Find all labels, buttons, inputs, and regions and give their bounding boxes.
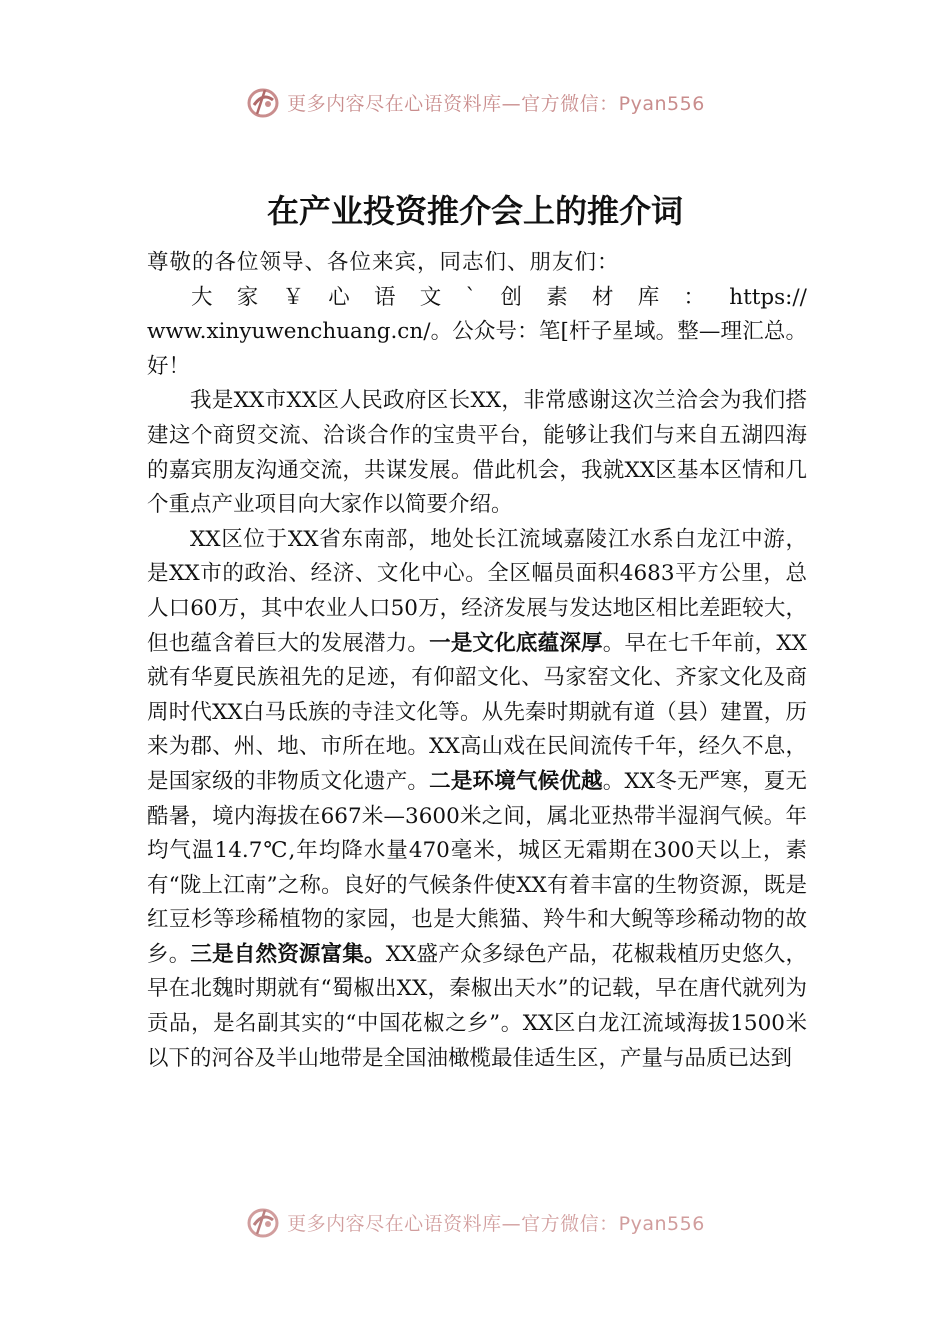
- notice-char: 素: [546, 284, 568, 310]
- footer-banner: [0, 1200, 950, 1244]
- notice-char: 心: [328, 284, 350, 310]
- notice-char: 创: [500, 284, 522, 310]
- document-title: 在产业投资推介会上的推介词: [266, 192, 683, 230]
- notice-url-start: https://: [729, 284, 807, 310]
- notice-char: ￥: [282, 284, 305, 310]
- header-banner: [0, 80, 950, 124]
- footer-banner-text: 更多内容尽在心语资料库—官方微信：Pyan556: [287, 1212, 705, 1235]
- point-resources-text: XX盛产众多绿色产品，花椒栽植历史悠久，早在北魏时期就有“蜀椒出XX，秦椒出天水”的记载，早在唐代就列为贡品，是名副其实的“中国花椒之乡”。XX区白龙江流域海拔1500米以下的河谷及半山地带是全国油橄榄最佳适生区，产量与品质已达到: [147, 941, 807, 1071]
- greeting-line: 尊敬的各位领导、各位来宾，同志们、朋友们：: [147, 250, 620, 275]
- notice-char: 材: [591, 284, 614, 310]
- point-climate-heading: 二是环境气候优越: [429, 768, 603, 794]
- notice-char: 家: [236, 284, 259, 310]
- paragraph-introduction: 我是XX市XX区人民政府区长XX，非常感谢这次兰洽会为我们搭建这个商贸交流、洽谈合作的宝贵平台，能够让我们与来自五湖四海的嘉宾朋友沟通交流，共谋发展。借此机会，我就XX区基本区情和几个重点产业项目向大家作以简要介绍。: [147, 388, 807, 518]
- header-banner-text: 更多内容尽在心语资料库—官方微信：Pyan556: [287, 92, 705, 115]
- point-culture-text: 。早在七千年前，XX就有华夏民族祖先的足迹，有仰韶文化、马家窑文化、齐家文化及商周时代XX白马氐族的寺洼文化等。从先秦时期就有道（县）建置，历来为郡、州、地、市所在地。XX高山戏在民间流传千年，经久不息，是国家级的非物质文化遗产。: [147, 630, 807, 794]
- paragraph-district-overview: [147, 523, 807, 1077]
- notice-first-line: [147, 281, 807, 316]
- point-resources-heading: 三是自然资源富集。: [190, 941, 386, 967]
- document-body: [147, 246, 807, 1216]
- notice-char: ：: [683, 284, 705, 310]
- point-climate-text: 。XX冬无严寒，夏无酷暑，境内海拔在667米—3600米之间，属北亚热带半湿润气候。年均气温14.7℃,年均降水量470毫米，城区无霜期在300天以上，素有“陇上江南”之称。良好的气候条件使XX有着丰富的生物资源，既是红豆杉等珍稀植物的家园，也是大熊猫、羚牛和大鲵等珍稀动物的故乡。: [147, 768, 807, 967]
- notice-char: 语: [374, 284, 396, 310]
- overview-intro-text: XX区位于XX省东南部，地处长江流域嘉陵江水系白龙江中游，是XX市的政治、经济、文化中心。全区幅员面积4683平方公里，总人口60万，其中农业人口50万，经济发展与发达地区相比差距较大，但也蕴含着巨大的发展潜力。: [147, 526, 807, 656]
- notice-char: 大: [191, 284, 213, 310]
- notice-continuation: www.xinyuwenchuang.cn/。公众号：笔[杆子星域。整—理汇总。好！: [147, 319, 807, 379]
- notice-char: 文: [419, 284, 442, 310]
- point-culture-heading: 一是文化底蕴深厚: [429, 630, 603, 656]
- brand-logo-icon: [245, 1204, 281, 1240]
- notice-char: `: [465, 284, 477, 310]
- notice-char: 库: [637, 284, 660, 310]
- brand-logo-icon: [245, 84, 281, 120]
